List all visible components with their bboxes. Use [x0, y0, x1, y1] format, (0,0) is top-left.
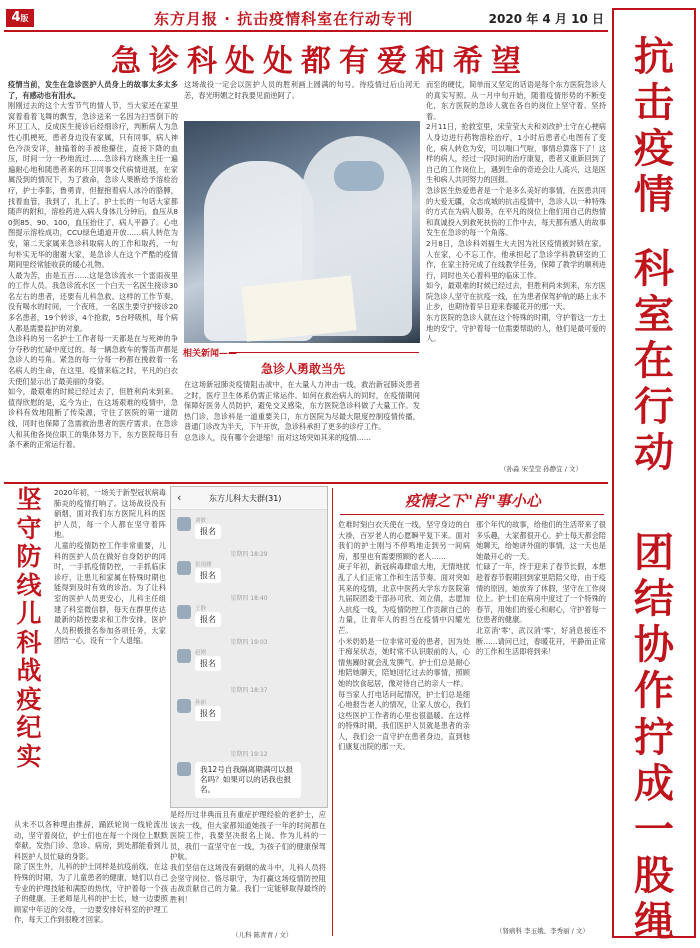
article-2-byline: （儿科 陈青青 / 文） [232, 931, 293, 939]
chat-title-bar [171, 487, 327, 510]
article-1-paragraph-3: 急诊科的另一名护士工作者每一天都是在与死神的争分夺秒的忙碌中度过的。每一辆急救车的警笛声都是急诊人的号角。紧急的每一分每一秒都在挽救着一名名病人的生命，在这里，疫情来临之时，平凡的白衣天使们显示出了最美丽的身姿。 [8, 334, 178, 386]
avatar [177, 517, 191, 531]
slogan-line-2: 科室在行动 [634, 246, 674, 476]
message-bubble: 报名 [195, 568, 221, 583]
masthead: 东方月报 · 抗击疫情科室在行动专刊 [154, 10, 414, 28]
article-3-paragraph-6: 忙碌了一年，终于迎来了春节长假，本想趁着春节假期回到家里陪陪父母，由于疫情的原因，她放弃了休假，坚守在工作岗位上。护士们在病房中度过了一个特殊的春节，用她们的爱心和耐心，守护着每一位患者的健康。 [476, 562, 606, 625]
article-3-column-2 [476, 520, 606, 918]
article-3-paragraph-5: 那个年代的故事，给他们的生活带来了很多乐趣，大家都很开心。护士每天都会陪她聊天，给她讲外面的事情，这一天也是她最开心的一天。 [476, 520, 606, 561]
page-header [4, 8, 608, 32]
article-3-paragraph-2: 庚子年初，新冠病毒肆虐大地，无情地扰乱了人们正常工作和生活节奏。面对突如其来的疫情，北京中医药大学东方医院第九届院团委干部孙可欣、刘立倩，志愿加入抗疫一线，为疫情防控工作贡献自己的力量，让青年人的担当在疫情中闪耀光芒。 [338, 562, 470, 635]
article-1-paragraph-2: 人最为苦，由是五百……这是急诊流水一个雷雨夜里的工作人员。我急诊流水区一个白天一名医生接诊30名左右的患者，还要有儿科急救。这样的工作节奏，没有喝水的时间，一个夜班，一名医生要守护接诊20多名患者，19个转诊，4个抢救，5台呼吸机，每个病人都是需要监护的对象。 [8, 270, 178, 333]
related-news-body [184, 380, 420, 476]
related-news-paragraph: 在这场新冠肺炎疫情阻击战中，在大量人力冲击一线，救治新冠肺炎患者之时，医疗卫生体系仍需正常运作。如何在救治病人的同时，在疫情期间保障好医务人员防护，避免交叉感染，东方医院急诊科做了大量工作。发热门诊、急诊科是一道重要关口，东方医院为尽最大限度控制疫情传播，普通门诊改为半天，下午开放，急诊科承担了更多的诊疗工作。 [184, 380, 420, 432]
article-2-column-1 [54, 488, 166, 818]
sender-name: 王静 [195, 606, 207, 612]
article-1-column-1 [8, 80, 178, 476]
article-1-paragraph-11: 东方医院的急诊人就在这个特殊的时期，守护着这一方土地的安宁，守护着每一位需要帮助的人，他们是最可爱的人。 [426, 313, 606, 344]
chat-group-title: 东方儿科大夫群(31) [209, 494, 282, 503]
sender-name: 赵刚 [195, 650, 207, 656]
article-3-paragraph-1: 危难时刻白衣天使在一线，坚守身边的白大褂，百岁老人的心愿瞬平复下来。面对我们的护士刚与不停鸣地走到另一间病房，那里也有需要照顾的老人…… [338, 520, 470, 561]
slogan-line-3: 团结协作 [634, 530, 674, 714]
medical-staff-photo [184, 121, 420, 343]
article-2-column-3 [170, 810, 326, 928]
message-bubble: 报名 [195, 706, 221, 721]
article-1-column-2 [184, 80, 420, 120]
article-1-paragraph-9: 2月8日，急诊科刘福生大夫因为社区疫情被封锁在家。人在家，心不忘工作，他承担起了急诊学科教研室的工作，在家主持完成了在线教学任务，保障了教学的顺利进行，同时也关心着科里的临床工作。 [426, 238, 606, 280]
document-in-hands [241, 275, 356, 341]
vertical-slogan-banner [612, 8, 696, 945]
back-arrow-icon: ‹ [177, 491, 182, 504]
slogan-line-4: 拧成一股绳 [634, 715, 674, 945]
avatar [177, 605, 191, 619]
article-3-byline: （肾病科 李玉娥、李秀丽 / 文） [496, 927, 589, 935]
article-2-paragraph-4: 是经历过非典而且有重症护理经验的老护士，应该去一线，但大家都知道她孩子一年的时间都在医院工作，我要坚决报名上岗。作为儿科的一员，我们一直坚守在一线，为孩子们的健康保驾护航。 [170, 810, 326, 862]
article-3-column-1 [338, 520, 470, 930]
article-1-paragraph-8: 急诊医生热爱患者是一个是多么美好的事情，在医患共同的大爱无疆，众志成城的抗击疫情中，急诊人以一种特殊的方式在为病人服务，在平凡的岗位上他们用自己的热情和真诚投入到救死扶伤的工作中去，每天都有感人的故事发生在急诊的每一个角落。 [426, 185, 606, 238]
related-news-rule [229, 352, 419, 353]
related-news-quote: 总急诊人，没有哪个会退缩！而对这场突如其来的疫情…… [184, 432, 371, 442]
sender-name: 刘敏 [195, 518, 207, 524]
section-divider [4, 482, 608, 484]
article-2-paragraph-3: 除了医生外，儿科的护士同样是抗疫前线，在这特殊的时期，为了儿童患者的健康，她们以自己专业的护理技能和满腔的热忱，守护着每一个孩子的健康。王老师是儿科的护士长，她一边要照顾家中年迈的父母，一边要安排好科室的护理工作，每天工作到很晚才回家。 [14, 862, 168, 925]
article-1-lead: 疫情当前，发生在急诊医护人员身上的故事太多太多了，有感动也有泪水。 [8, 80, 178, 100]
message-timestamp: 星期四 19:03 [230, 639, 268, 646]
article-1-paragraph-1: 刚刚过去的这个大雪节气的情人节，当大家还在家里窝着看着飞舞的飘雪，急诊送来一名因为扫雪倒下的环卫工人，反成医生接诊后经细诊疗，判断病人为急性心肌梗死，患者身边没有家属，只有同事，病人神色冷淡安详，抽搐着的手被他攥住，直接下降的血压，时间一分一秒地流过……急诊科方晓燕主任一遍遍耐心地和随患者来的环卫同事交代病情进展，在家属没到的情况下，为了救命，急诊人果断给予溶栓治疗，护士李影，鲁勇青，但握抱着病人冰冷的胳膊，找着血管，我到了，扎上了。护士长的一句话大家都随声的附和，溶栓药进入病人身体几分钟后，血压从80到85、90、100，血压抬住了，病人平静了。心电图提示溶栓成功，CCU绿色通道开放……病人转危为安，第二天家属来急诊科取病人的工作和取药，一句句朴实无华的谢谢大家，是急诊人在这个严酷的疫情期间里经常能收获的暖心礼物。 [8, 101, 178, 270]
message-bubble: 我12号自我隔离期满可以报名吗？如果可以的话我也报名。 [195, 762, 301, 798]
article-3-paragraph-3: 小米奶奶是一位非常可爱的患者，因为处于痴呆状态，她时常不认识眼前的人，心情焦躁时就会乱发脾气。护士们总是耐心地陪她聊天，陪她回忆过去的事情，照顾她的饮食起居，像对待自己的亲人一样。 [338, 636, 470, 688]
article-2-paragraph-5: 我们坚信在这场没有硝烟的战斗中，儿科人员将会坚守岗位、恪尽职守，为打赢这场疫情防控阻击战贡献自己的力量。我们一定能够取得最终的胜利！ [170, 862, 326, 904]
article-3-paragraph-4: 每当家人打电话问起情况，护士们总是细心地报告老人的情况，让家人放心，我们这些医护工作者的心里也很温暖。在这样的特殊时期，我们医护人员就是患者的亲人，我们会一直守护在患者身边，直到他们康复出院的那一天。 [338, 689, 470, 752]
article-1-paragraph-7: 2月11日，抢救室里，宋莹莹大夫和刘改护士守在心梗病人身边进行药物溶栓治疗，1小时后患者心电图有了变化，病人转危为安，可以喘口气啦，事情总算落下了！这样的病人，经过一段时间的治疗康复，患者又重新回到了自己的工作岗位上，遇到生命的奇迹会让人高兴，这是医生和病人共同努力的回报。 [426, 122, 606, 185]
page-number-badge [6, 9, 34, 27]
article-2-paragraph-1: 儿童的疫情防控工作非常重要，儿科的医护人员在做好自身防护的同时，一手抓疫情防控，一手抓临床诊疗，让患儿和家属在特殊时期也能得到及时有效的诊治。为了让科室的医护人员更安心，儿科主任组建了科室微信群，每天在群里传达最新的防控要求和工作安排，医护人员积极报名参加各项任务，大家团结一心，没有一个人退缩。 [54, 540, 166, 646]
message-timestamp: 星期四 18:29 [230, 551, 268, 558]
article-2-vertical-title: 坚守防线儿科战疫纪实 [16, 485, 42, 771]
message-timestamp: 星期四 18:40 [230, 595, 268, 602]
avatar [177, 699, 191, 713]
article-2-lead: 2020年初，一场关于新型冠状病毒肺炎的疫情打响了。这场战役没有硝烟，面对我们东方医院儿科的医护人员，每一个人都在坚守着阵地。 [54, 488, 166, 540]
main-headline: 急诊科处处都有爱和希望 [111, 44, 529, 79]
message-timestamp: 星期四 18:37 [230, 687, 268, 694]
sender-name: 张雨涵 [195, 562, 212, 568]
article-1-paragraph-4: 如今，最艰难的时候已经过去了，但胜利尚未到来。值得欣慰的是，迄今为止，在这场艰难的疫情中，急诊科有效地阻断了传染源，守住了医院的第一道防线，同时也保障了急需救治患者的医疗需求。在急诊人和其他各岗位职工的集体努力下，东方医院每日有条不紊的正常运行着。 [8, 387, 178, 450]
message-bubble: 报名 [195, 656, 221, 671]
avatar [177, 649, 191, 663]
related-news-tag: 相关新闻—— [183, 349, 238, 359]
related-news-title: 急诊人勇敢当先 [260, 362, 345, 376]
slogan-line-1: 抗击疫情 [634, 34, 674, 218]
column-rule [332, 488, 333, 936]
face-shield [334, 161, 384, 191]
sender-name: 孙丽 [195, 700, 207, 706]
article-1-byline: （孙淼 宋莹莹 孙静宜 / 文） [500, 465, 582, 473]
avatar [177, 762, 191, 776]
article-3-paragraph-7: 北京消'零'，武汉消'零'，好消息接连不断……请问已过，春暖花开，平静而正常的工作和生活即将到来！ [476, 625, 606, 657]
article-3-title: 疫情之下"肖"事小心 [405, 492, 541, 510]
message-timestamp: 星期四 19:12 [230, 751, 268, 758]
article-2-column-2 [14, 820, 168, 940]
article-1-paragraph-10: 如今，最艰难的时候已经过去，但胜利尚未到来，东方医院急诊人坚守在抗疫一线，在为患者保驾护航的路上永不止步，也期待着早日迎来春暖花开的那一天。 [426, 281, 606, 312]
article-1-paragraph-5: 这场战役一定会以医护人员的胜利画上圆满的句号。待疫情过后山河无恙，春光明媚之时我要见面逆阿了。 [184, 80, 420, 100]
page-number: 4 [11, 10, 21, 25]
wechat-group-screenshot [170, 486, 328, 808]
avatar [177, 561, 191, 575]
issue-date: 2020 年 4 月 10 日 [488, 12, 604, 26]
message-bubble: 报名 [195, 524, 221, 539]
article-1-paragraph-6: 而至的硬仗，简单而又坚定的话语是每个东方医院急诊人的真实写照。从一月中旬开始，随着疫情形势的不断变化，东方医院的急诊人就在各自的岗位上坚守着、坚持着。 [426, 80, 606, 121]
page-number-suffix: 版 [20, 14, 29, 23]
article-2-paragraph-2: 从未不以各种理由推辞，踊跃轮岗一线轮流出动，坚守着岗位，护士们也在每一个岗位上默默奉献。发热门诊、急诊、病房，到处都能看到儿科医护人员忙碌的身影。 [14, 820, 168, 861]
article-3-title-rule [340, 514, 604, 515]
message-bubble: 报名 [195, 612, 221, 627]
article-1-column-3 [426, 80, 606, 460]
